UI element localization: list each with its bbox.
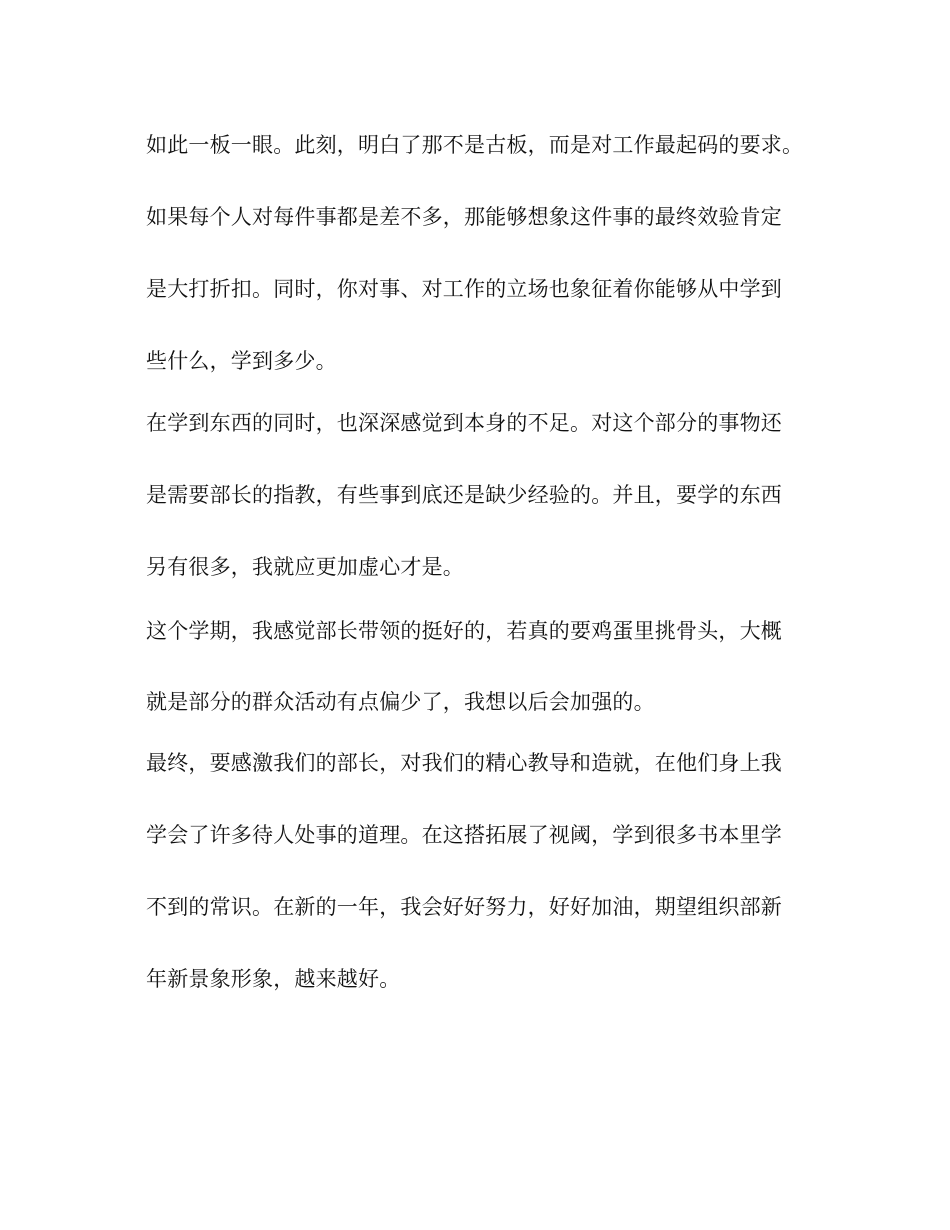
text-line: 是大打折扣。同时，你对事、对工作的立场也象征着你能够从中学到	[146, 277, 782, 301]
text-line: 年新景象形象，越来越好。	[146, 967, 401, 991]
text-line: 些什么，学到多少。	[146, 349, 337, 373]
text-line: 最终，要感激我们的部长，对我们的精心教导和造就，在他们身上我	[146, 751, 782, 775]
text-line: 就是部分的群众活动有点偏少了，我想以后会加强的。	[146, 690, 655, 714]
text-line: 不到的常识。在新的一年，我会好好努力，好好加油，期望组织部新	[146, 895, 782, 919]
text-line: 学会了许多待人处事的道理。在这搭拓展了视阈，学到很多书本里学	[146, 823, 782, 847]
text-line: 另有很多，我就应更加虚心才是。	[146, 555, 464, 579]
text-line: 如此一板一眼。此刻，明白了那不是古板，而是对工作最起码的要求。	[146, 133, 804, 157]
text-line: 这个学期，我感觉部长带领的挺好的，若真的要鸡蛋里挑骨头，大概	[146, 619, 782, 643]
text-line: 是需要部长的指教，有些事到底还是缺少经验的。并且，要学的东西	[146, 483, 782, 507]
text-line: 在学到东西的同时，也深深感觉到本身的不足。对这个部分的事物还	[146, 411, 782, 435]
text-line: 如果每个人对每件事都是差不多，那能够想象这件事的最终效验肯定	[146, 205, 782, 229]
